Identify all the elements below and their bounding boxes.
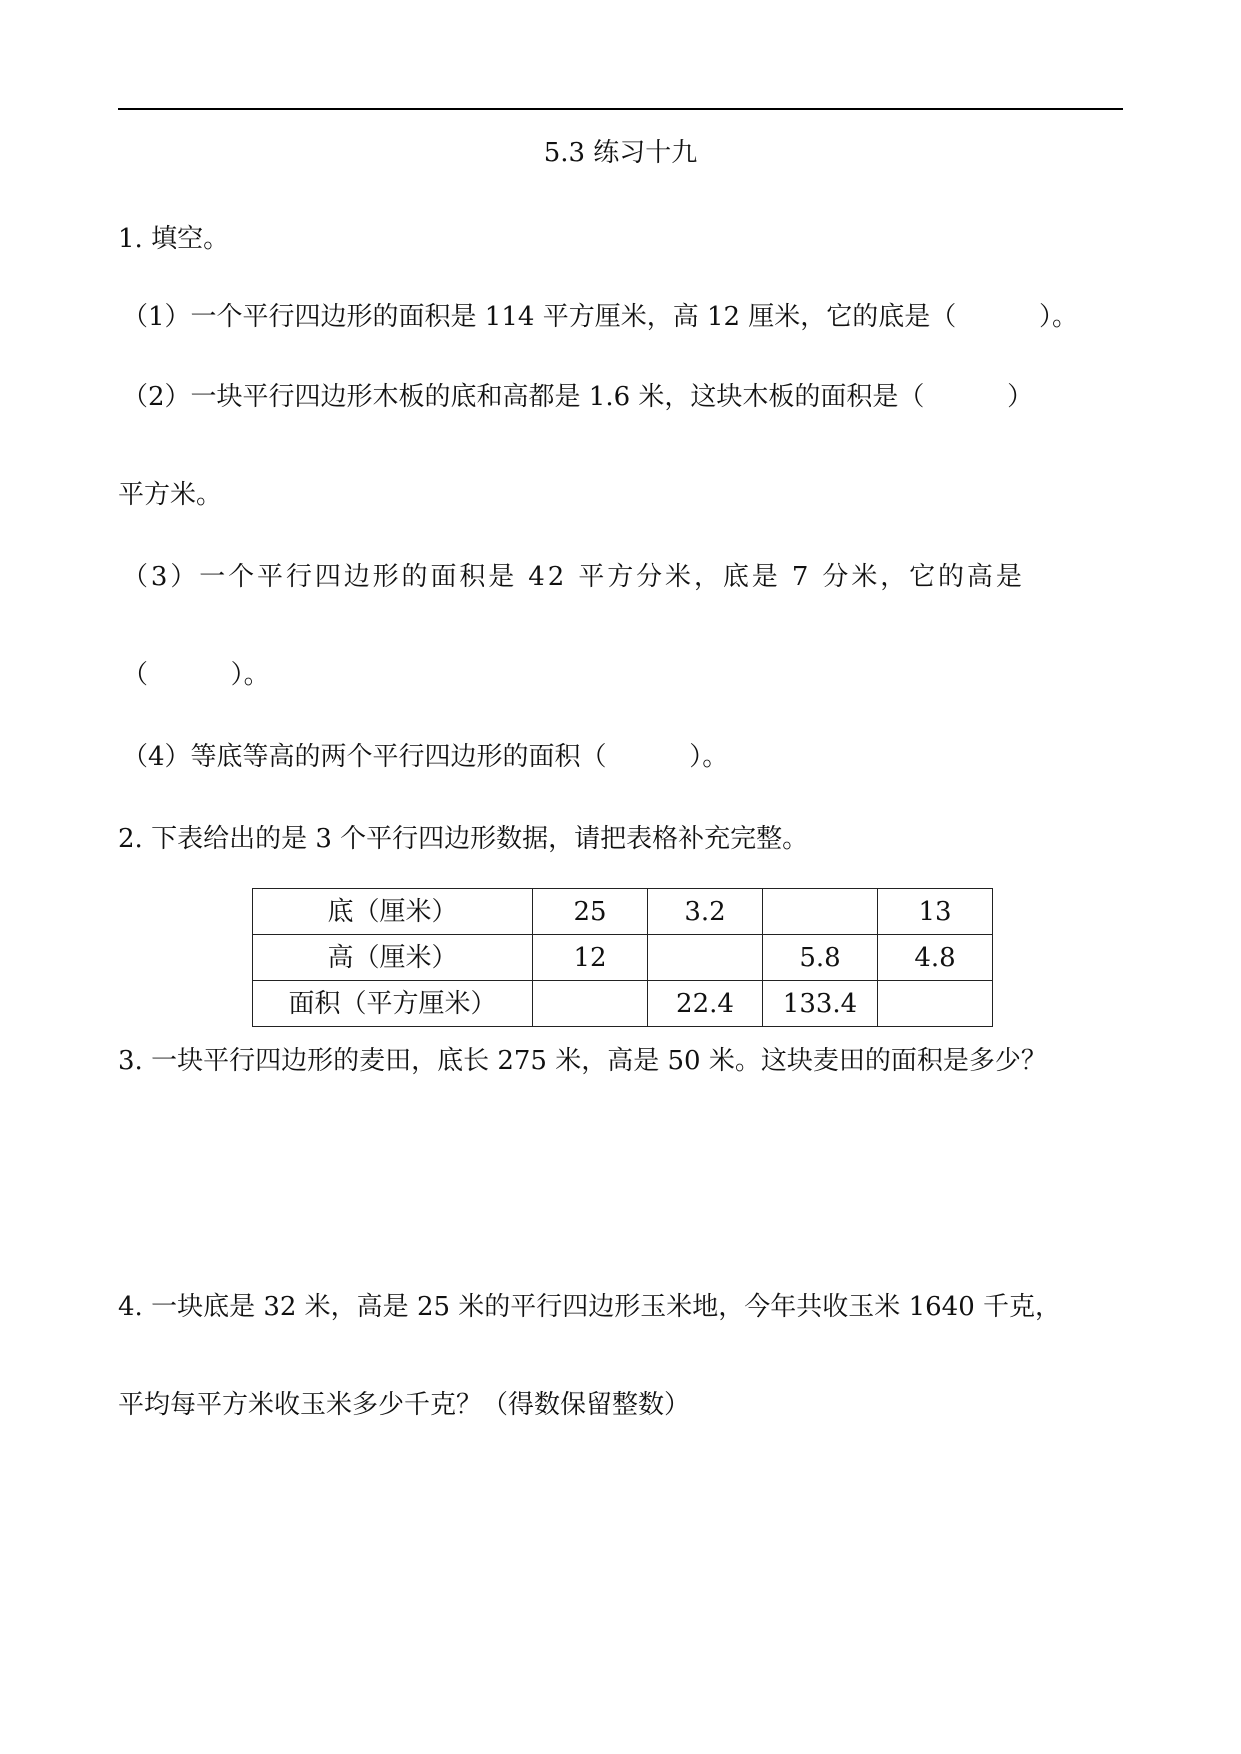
header-rule [118, 108, 1123, 110]
table-cell: 133.4 [763, 981, 878, 1027]
row-label-base: 底（厘米） [253, 889, 533, 935]
row-label-height: 高（厘米） [253, 935, 533, 981]
q4-line-1: 4. 一块底是 32 米，高是 25 米的平行四边形玉米地，今年共收玉米 1640 千克， [118, 1292, 1061, 1322]
table-cell: 5.8 [763, 935, 878, 981]
q1-item-2: （2）一块平行四边形木板的底和高都是 1.6 米，这块木板的面积是（ ） [122, 382, 1034, 412]
q1-item-2-continuation: 平方米。 [118, 480, 223, 510]
q1-heading: 1. 填空。 [118, 224, 230, 254]
q3-text: 3. 一块平行四边形的麦田，底长 275 米，高是 50 米。这块麦田的面积是多少？ [118, 1046, 1047, 1076]
q4-line-2: 平均每平方米收玉米多少千克？（得数保留整数） [118, 1390, 691, 1420]
table-cell [533, 981, 648, 1027]
table-cell [648, 935, 763, 981]
q1-item-3-blank: （ ）。 [122, 660, 270, 690]
q1-item-4: （4）等底等高的两个平行四边形的面积（ ）。 [122, 742, 729, 772]
table-row-area [253, 981, 993, 1027]
parallelogram-data-table [252, 888, 993, 1027]
q1-item-1: （1）一个平行四边形的面积是 114 平方厘米，高 12 厘米，它的底是（ ）。 [122, 302, 1078, 332]
table-row-base [253, 889, 993, 935]
q1-item-3: （3）一个平行四边形的面积是 42 平方分米，底是 7 分米，它的高是 [122, 562, 1025, 592]
table-cell [763, 889, 878, 935]
table-row-height [253, 935, 993, 981]
table-cell: 25 [533, 889, 648, 935]
row-label-area: 面积（平方厘米） [253, 981, 533, 1027]
table-cell: 3.2 [648, 889, 763, 935]
table-cell [878, 981, 993, 1027]
page-title: 5.3 练习十九 [543, 138, 698, 168]
table-cell: 22.4 [648, 981, 763, 1027]
q2-heading: 2. 下表给出的是 3 个平行四边形数据，请把表格补充完整。 [118, 824, 809, 854]
table-cell: 13 [878, 889, 993, 935]
table-cell: 12 [533, 935, 648, 981]
table-cell: 4.8 [878, 935, 993, 981]
